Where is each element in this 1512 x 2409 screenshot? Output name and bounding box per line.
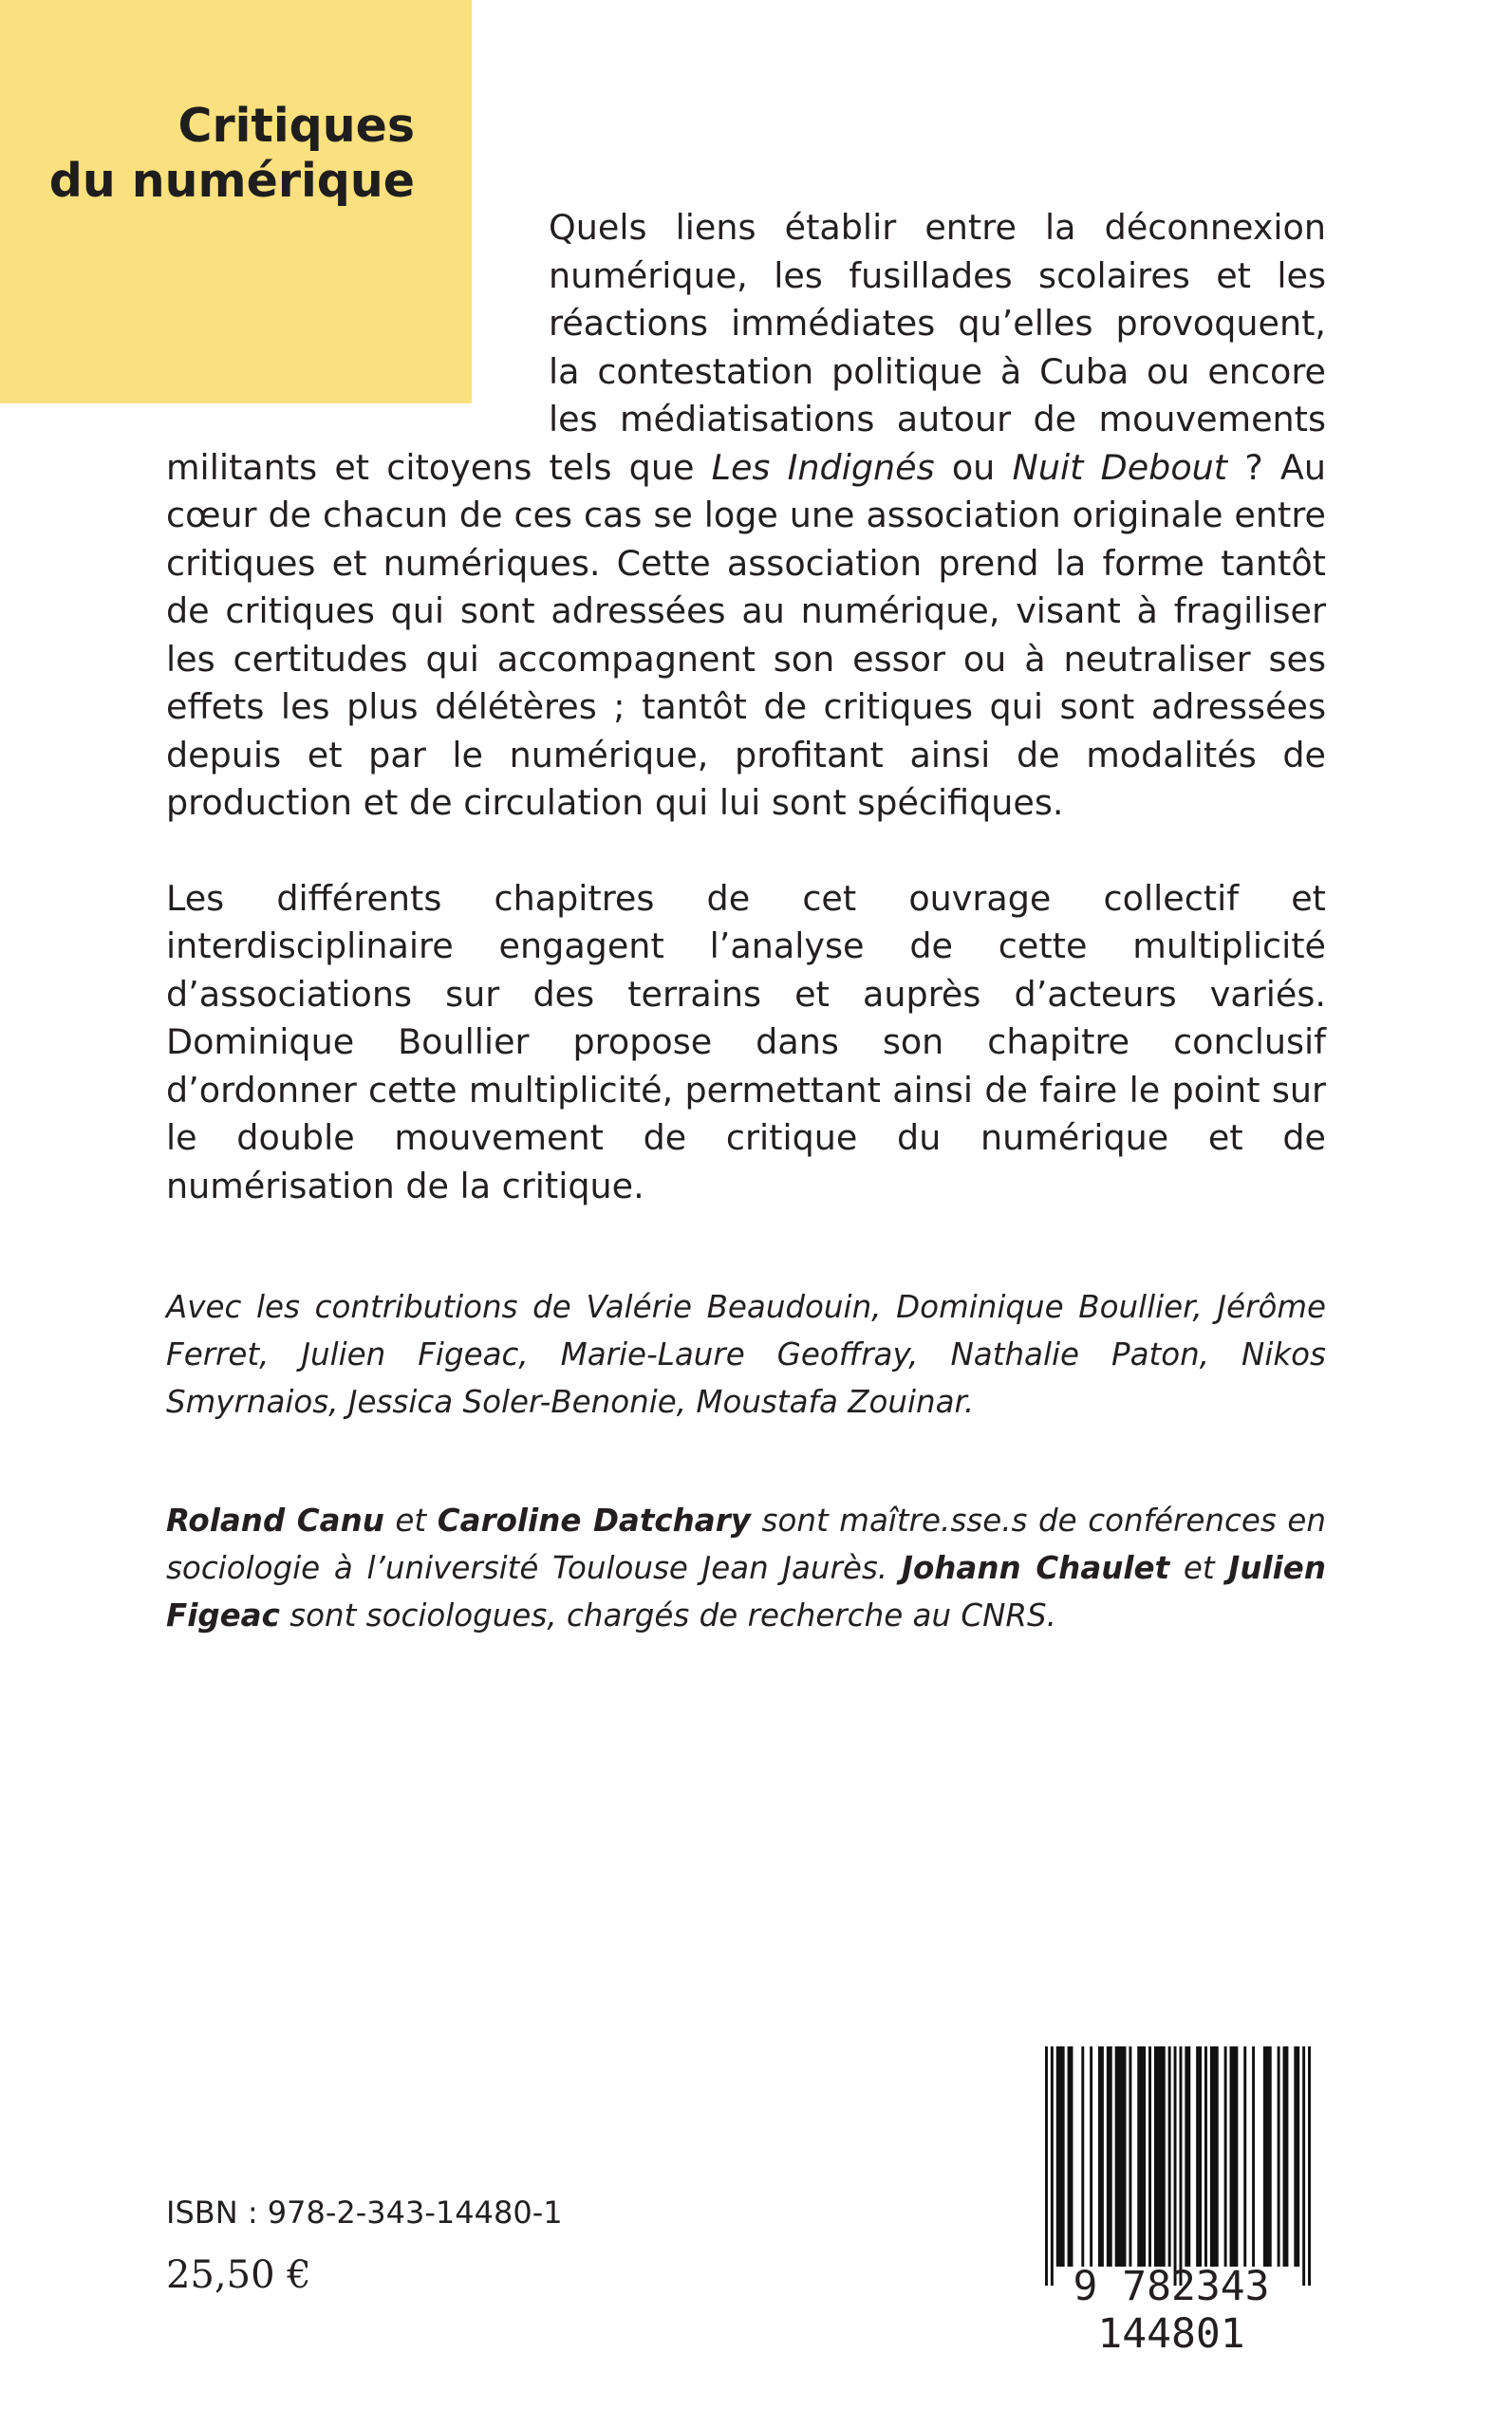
barcode-digits: 9 782343 144801 [1073, 2263, 1270, 2358]
barcode-bar [1051, 2046, 1054, 2286]
barcode-bar [1154, 2046, 1166, 2267]
author-name-3: Johann Chaulet [901, 1550, 1170, 1586]
p1-italic-nuit-debout: Nuit Debout [1012, 446, 1228, 488]
barcode-bar [1129, 2046, 1131, 2267]
barcode-bar [1056, 2046, 1065, 2267]
author-name-4: Julien Figeac [166, 1550, 1326, 1634]
barcode-bar [1174, 2046, 1177, 2286]
authors-and-1: et [383, 1503, 438, 1539]
barcode [1028, 2046, 1315, 2358]
barcode-bar [1224, 2046, 1227, 2267]
authors-bio [166, 1497, 1326, 1639]
barcode-bar [1204, 2046, 1207, 2267]
barcode-bar [1230, 2046, 1239, 2267]
summary-text [166, 204, 1326, 1210]
barcode-bar [1294, 2046, 1299, 2267]
barcode-bar [1196, 2046, 1202, 2267]
barcode-bar [1302, 2046, 1305, 2286]
p1-part1: Quels liens établir entre la déconnexion numérique, les fusillades scolaires et les réactions immédiates qu’elles provoquent, la contestation politique à Cuba ou encore les médiatisations autour de mouvements militants et citoyens tels que [166, 207, 1326, 488]
title-line-2: du numérique [48, 154, 415, 208]
p1-part3: ? Au cœur de chacun de ces cas se loge une association originale entre critiques et numériques. Cette association prend la forme tantôt de critiques qui sont adressées au numérique, visant à fragiliser les certitudes qui accompagnent son essor ou à neutraliser ses effets les plus délétères ; tantôt de critiques qui sont adressées depuis et par le numérique, profitant ainsi de modalités de production et de circulation qui lui sont spécifiques. [166, 446, 1327, 823]
barcode-bar [1168, 2046, 1171, 2267]
summary-paragraph-2: Les différents chapitres de cet ouvrage collectif et interdisciplinaire engagent l’analyse de cette multiplicité d’associations sur des terrains et auprès d’acteurs variés. Dominique Boullier propose dans son chapitre conclusif d’ordonner cette multiplicité, permettant ainsi de faire le point sur le double mouvement de critique du numérique et de numérisation de la critique. [166, 877, 1326, 1206]
p1-italic-indignes: Les Indignés [711, 446, 935, 488]
authors-and-2: et [1169, 1550, 1229, 1586]
barcode-bar [1115, 2046, 1127, 2267]
barcode-bar [1148, 2046, 1151, 2267]
authors-text-1: sont maître.sse.s de conférences en sociologie à l’université Toulouse Jean Jaurès. [166, 1503, 1326, 1586]
author-name-2: Caroline Datchary [437, 1503, 751, 1539]
barcode-bar [1263, 2046, 1272, 2267]
barcode-bar [1179, 2046, 1182, 2286]
isbn: ISBN : 978-2-343-14480-1 [166, 2194, 563, 2231]
barcode-bar [1252, 2046, 1255, 2267]
contributions: Avec les contributions de Valérie Beaudouin, Dominique Boullier, Jérôme Ferret, Julien Figeac, Marie-Laure Geoffray, Nathalie Paton, Nikos Smyrnaios, Jessica Soler-Benonie, Moustafa Zouinar. [166, 1289, 1326, 1420]
title-box-spacer [166, 204, 549, 442]
barcode-bar [1243, 2046, 1246, 2267]
barcode-bar [1098, 2046, 1104, 2267]
barcode-bar [1308, 2046, 1311, 2286]
authors-text-2: sont sociologues, chargés de recherche au CNRS. [279, 1597, 1056, 1634]
barcode-bar [1107, 2046, 1112, 2267]
title-line-1: Critiques [177, 99, 415, 153]
barcode-bar [1210, 2046, 1219, 2267]
barcode-bar [1068, 2046, 1073, 2267]
barcode-bar [1278, 2046, 1280, 2267]
barcode-bar [1045, 2046, 1048, 2286]
barcode-bar [1283, 2046, 1289, 2267]
barcode-bar [1090, 2046, 1092, 2267]
barcode-bar [1081, 2046, 1084, 2267]
book-title [49, 99, 415, 209]
p1-part2: ou [934, 446, 1013, 488]
barcode-bar [1185, 2046, 1190, 2267]
barcode-bar [1137, 2046, 1146, 2267]
author-name-1: Roland Canu [166, 1503, 384, 1539]
price: 25,50 € [166, 2253, 311, 2297]
